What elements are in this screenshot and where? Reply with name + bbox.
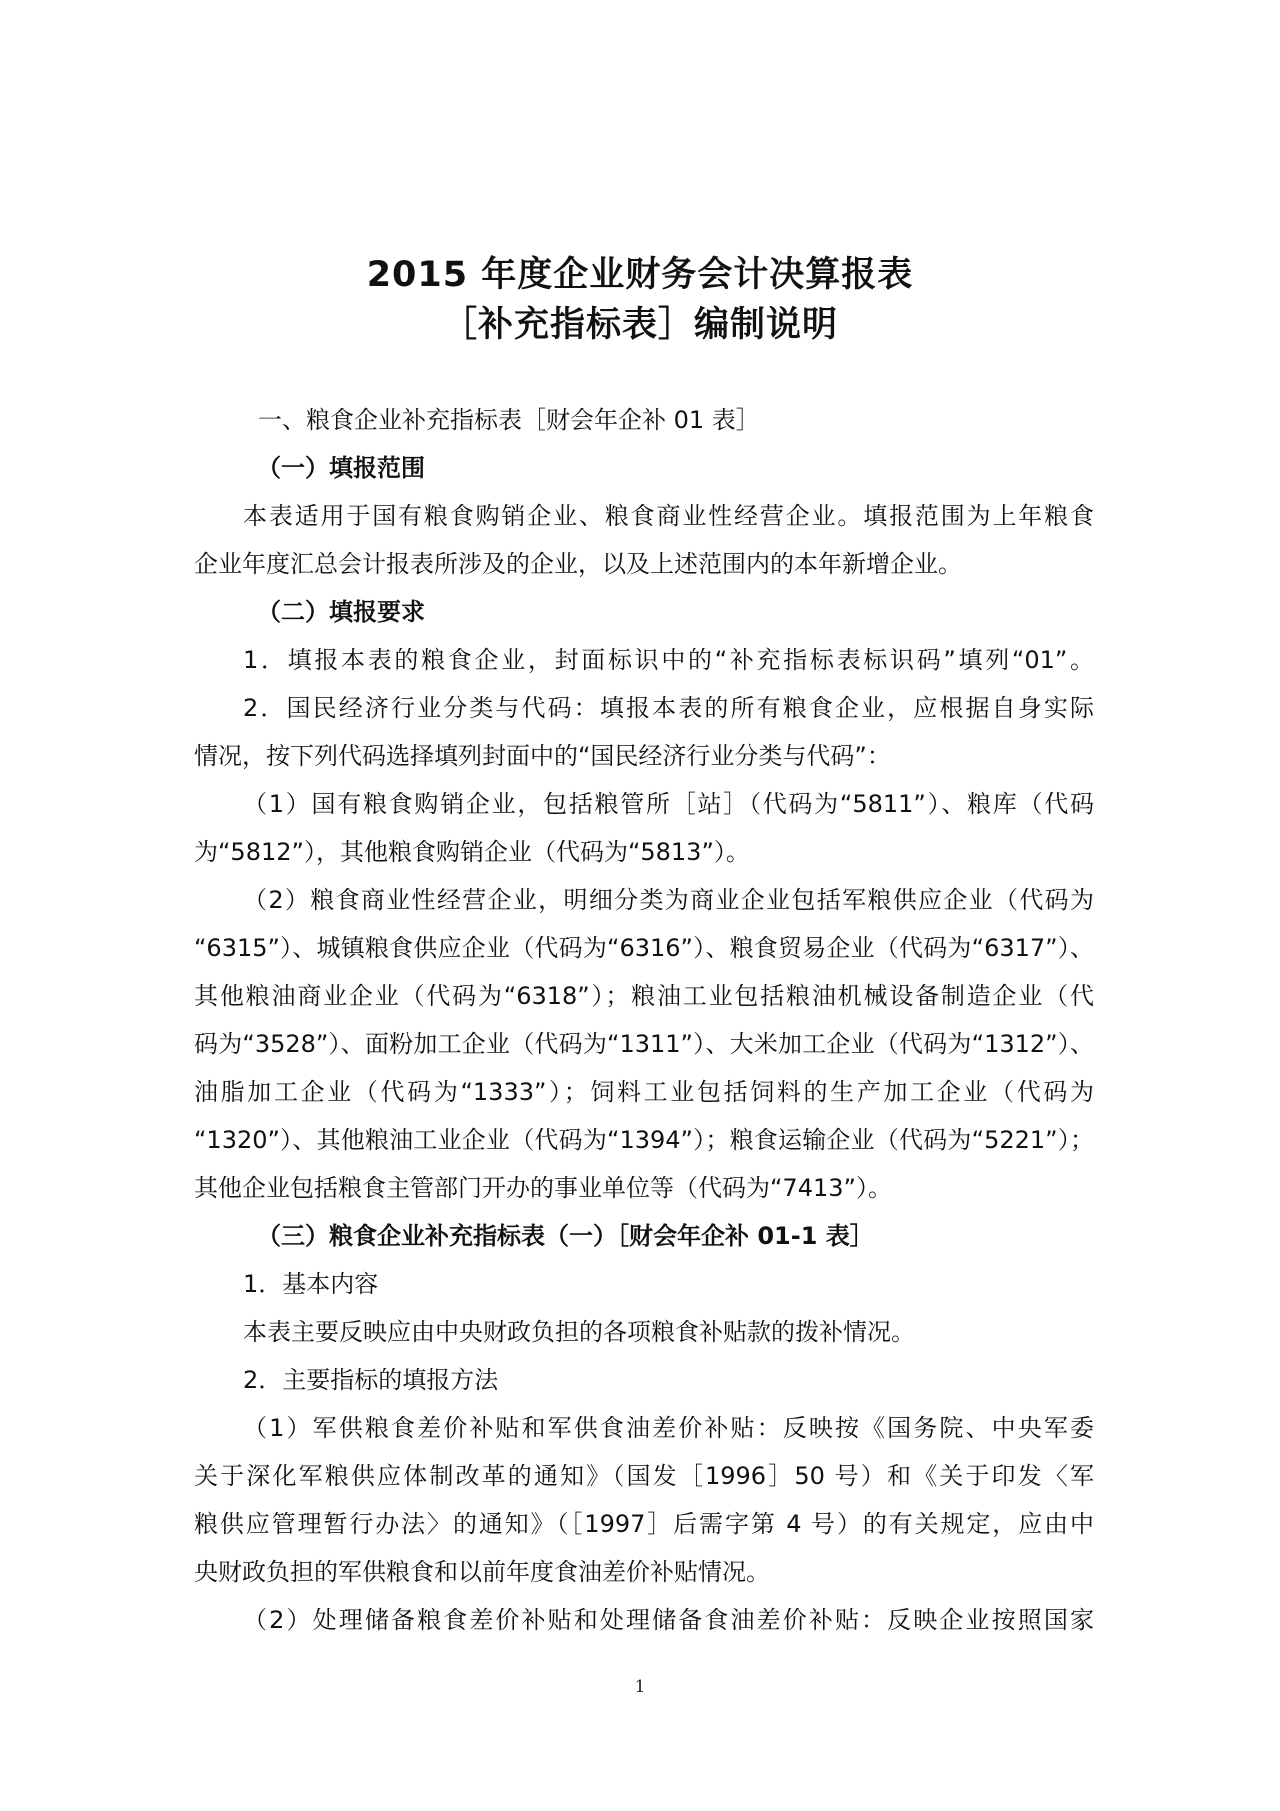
paragraph-line: 1．填报本表的粮食企业，封面标识中的“补充指标表标识码”填列“01”。 [243,646,1094,674]
paragraph-line: （2）处理储备粮食差价补贴和处理储备食油差价补贴：反映企业按照国家 [243,1606,1094,1634]
paragraph-line: 2．主要指标的填报方法 [243,1366,499,1394]
paragraph-line: 企业年度汇总会计报表所涉及的企业，以及上述范围内的本年新增企业。 [194,550,962,578]
document-title-line-1: 2015 年度企业财务会计决算报表 [366,255,914,295]
paragraph-line: 关于深化军粮供应体制改革的通知》（国发［1996］50 号）和《关于印发〈军 [194,1462,1094,1490]
paragraph-line: “6315”）、城镇粮食供应企业（代码为“6316”）、粮食贸易企业（代码为“6317”）、 [194,934,1094,962]
paragraph-line: “1320”）、其他粮油工业企业（代码为“1394”）；粮食运输企业（代码为“5221”）； [194,1126,1094,1154]
paragraph-line: （2）粮食商业性经营企业，明细分类为商业企业包括军粮供应企业（代码为 [243,886,1094,914]
subsection-heading-requirements: （二）填报要求 [257,598,425,626]
paragraph-line: 其他企业包括粮食主管部门开办的事业单位等（代码为“7413”）。 [194,1174,892,1202]
paragraph-line: 粮供应管理暂行办法〉的通知》（［1997］后需字第 4 号）的有关规定，应由中 [194,1510,1094,1538]
paragraph-line: 油脂加工企业（代码为“1333”）；饲料工业包括饲料的生产加工企业（代码为 [194,1078,1094,1106]
paragraph-line: 1．基本内容 [243,1270,379,1298]
paragraph-line: 本表适用于国有粮食购销企业、粮食商业性经营企业。填报范围为上年粮食 [243,502,1094,530]
paragraph-line: （1）国有粮食购销企业，包括粮管所［站］（代码为“5811”）、粮库（代码 [243,790,1094,818]
paragraph-line: 为“5812”），其他粮食购销企业（代码为“5813”）。 [194,838,750,866]
subsection-heading-scope: （一）填报范围 [257,454,425,482]
page-number: 1 [634,1677,646,1697]
document-title-line-2: ［补充指标表］编制说明 [441,305,838,345]
paragraph-line: 其他粮油商业企业（代码为“6318”）；粮油工业包括粮油机械设备制造企业（代 [194,982,1094,1010]
section-heading-1: 一、粮食企业补充指标表［财会年企补 01 表］ [258,406,760,434]
subsection-heading-table-01-1: （三）粮食企业补充指标表（一）［财会年企补 01-1 表］ [257,1222,874,1250]
paragraph-line: 央财政负担的军供粮食和以前年度食油差价补贴情况。 [194,1558,770,1586]
paragraph-line: （1）军供粮食差价补贴和军供食油差价补贴：反映按《国务院、中央军委 [243,1414,1094,1442]
paragraph-line: 2．国民经济行业分类与代码：填报本表的所有粮食企业，应根据自身实际 [243,694,1094,722]
paragraph-line: 本表主要反映应由中央财政负担的各项粮食补贴款的拨补情况。 [243,1318,915,1346]
paragraph-line: 码为“3528”）、面粉加工企业（代码为“1311”）、大米加工企业（代码为“1312”）、 [194,1030,1094,1058]
paragraph-line: 情况，按下列代码选择填列封面中的“国民经济行业分类与代码”： [194,742,891,770]
